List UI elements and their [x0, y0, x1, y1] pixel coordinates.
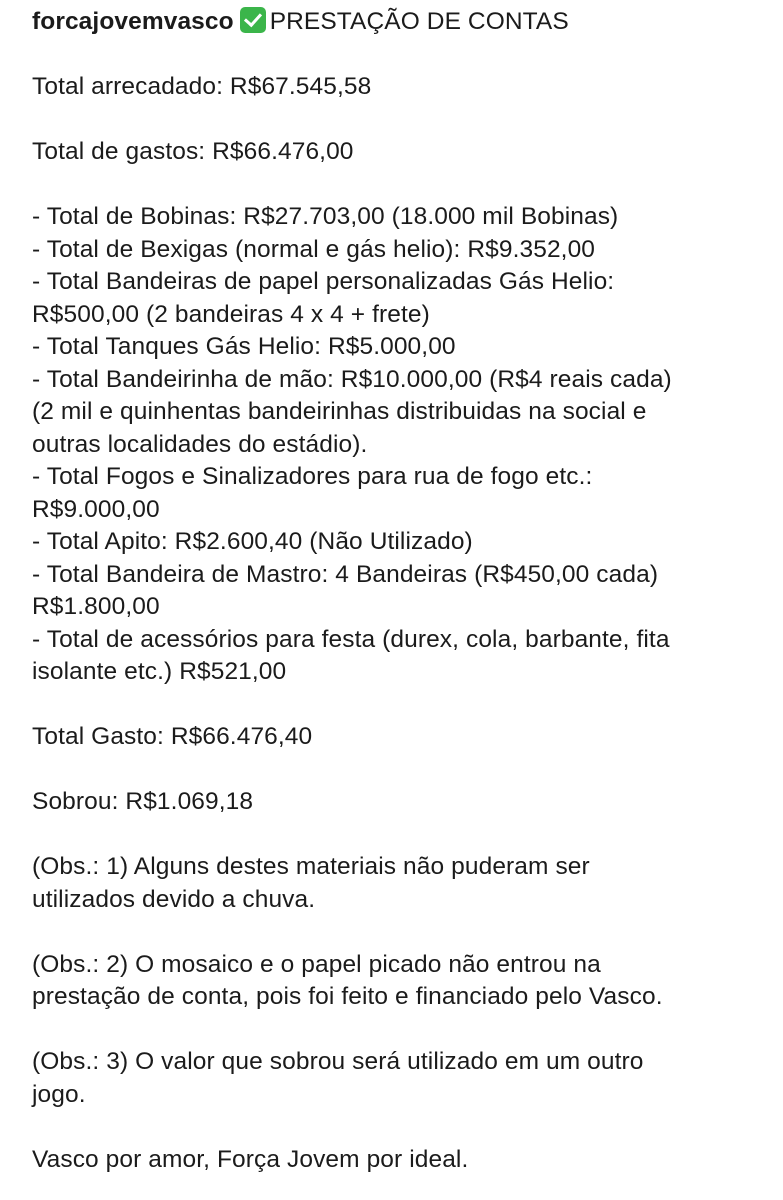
expense-line: - Total Tanques Gás Helio: R$5.000,00 [32, 333, 456, 360]
closing-motto: Vasco por amor, Força Jovem por ideal. [32, 1145, 469, 1173]
expense-line: R$500,00 (2 bandeiras 4 x 4 + frete) [32, 300, 430, 328]
observation-line: prestação de conta, pois foi feito e financiado pelo Vasco. [32, 983, 663, 1010]
expense-line: - Total Bandeiras de papel personalizadas Gás Helio: [32, 268, 615, 295]
post-header [32, 6, 767, 39]
observation-2 [32, 949, 767, 1014]
spacer [32, 104, 767, 137]
observation-line: utilizados devido a chuva. [32, 885, 316, 913]
observation-3 [32, 1046, 767, 1111]
expense-line: - Total de acessórios para festa (durex, cola, barbante, fita [32, 625, 670, 653]
sobrou: Sobrou: R$1.069,18 [32, 788, 254, 815]
total-gasto: Total Gasto: R$66.476,40 [32, 723, 313, 750]
spacer [32, 1014, 767, 1047]
total-arrecadado: Total arrecadado: R$67.545,58 [32, 73, 372, 100]
expense-line: (2 mil e quinhentas bandeirinhas distribuidas na social e [32, 398, 647, 425]
spacer [32, 39, 767, 72]
expense-list [32, 201, 767, 689]
spacer [32, 754, 767, 787]
total-de-gastos: Total de gastos: R$66.476,00 [32, 138, 354, 165]
expense-line: - Total Apito: R$2.600,40 (Não Utilizado) [32, 528, 473, 555]
spacer [32, 1111, 767, 1144]
expense-line: - Total Fogos e Sinalizadores para rua de fogo etc.: [32, 463, 593, 490]
expense-line: - Total de Bexigas (normal e gás helio): R$9.352,00 [32, 235, 596, 263]
expense-line: isolante etc.) R$521,00 [32, 658, 287, 685]
spacer [32, 169, 767, 202]
expense-line: outras localidades do estádio). [32, 430, 368, 458]
expense-line: - Total Bandeira de Mastro: 4 Bandeiras (R$450,00 cada) [32, 560, 659, 588]
observation-line: (Obs.: 1) Alguns destes materiais não puderam ser [32, 853, 590, 880]
observation-1 [32, 851, 767, 916]
observation-line: (Obs.: 2) O mosaico e o papel picado não entrou na [32, 950, 601, 978]
spacer [32, 819, 767, 852]
username[interactable]: forcajovemvasco [32, 8, 234, 35]
expense-line: R$1.800,00 [32, 593, 160, 620]
expense-line: - Total Bandeirinha de mão: R$10.000,00 (R$4 reais cada) [32, 365, 672, 393]
expense-line: R$9.000,00 [32, 495, 160, 523]
post-caption [32, 6, 767, 1176]
post-title: PRESTAÇÃO DE CONTAS [269, 8, 569, 35]
check-mark-button-icon [240, 7, 266, 33]
observation-line: jogo. [32, 1080, 86, 1108]
spacer [32, 916, 767, 949]
expense-line: - Total de Bobinas: R$27.703,00 (18.000 mil Bobinas) [32, 203, 619, 230]
spacer [32, 689, 767, 722]
observation-line: (Obs.: 3) O valor que sobrou será utilizado em um outro [32, 1048, 644, 1075]
